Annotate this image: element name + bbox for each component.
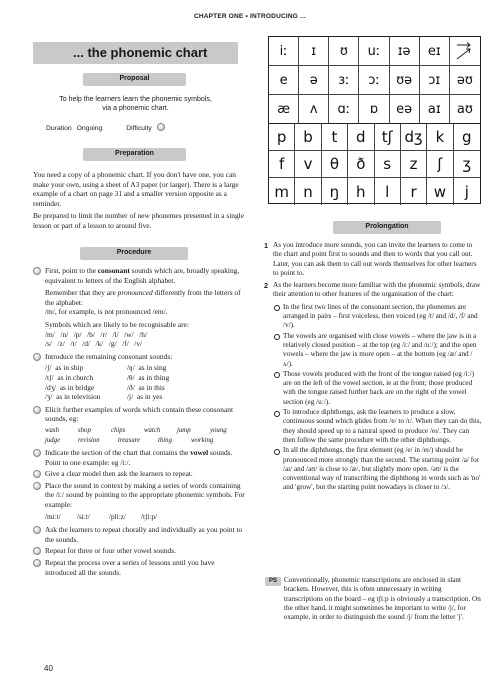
text: sounds which are, broadly speaking, equivalent to letters of the English alphabet. (45, 266, 240, 285)
consonant-symbol[interactable]: l (375, 178, 401, 205)
consonant-symbol[interactable]: f (269, 151, 295, 178)
text: Elicit further examples of words which contain these consonant sounds, eg: (45, 404, 233, 424)
proposal-heading: Proposal (83, 73, 186, 86)
meta-row (46, 123, 246, 132)
text: Repeat the process over a series of lessons until you have introduced all the sounds. (45, 558, 215, 577)
consonant-symbol[interactable]: m (269, 178, 295, 205)
ipa-example: /siːt/ (77, 512, 90, 521)
purpose-line-2: via a phonemic chart. (102, 105, 169, 112)
vowel-symbol[interactable]: ɑː (329, 95, 359, 124)
consonant-symbol[interactable]: n (295, 178, 321, 205)
duration-label: Duration (46, 125, 72, 132)
ipa-example: /miːt/ (45, 512, 61, 521)
procedure-step (33, 525, 245, 544)
vowel-symbol[interactable]: æ (269, 95, 299, 124)
sound-pair-row: /ʒ/ as in television /j/ as in yes (45, 392, 163, 402)
phonemic-chart (268, 36, 481, 204)
step-bullet-icon (33, 470, 41, 478)
text: Remember that they are (45, 288, 118, 298)
text: Ask the learners to repeat chorally and individually as you point to the sounds. (45, 525, 243, 544)
consonant-symbol[interactable]: ʃ (427, 151, 453, 178)
preparation-body (33, 170, 245, 234)
sound-pair-row: /tʃ/ as in church /θ/ as in thing (45, 372, 170, 382)
step-bullet-icon (33, 449, 41, 457)
consonant-symbol[interactable]: s (375, 151, 401, 178)
activity-title: ... the phonemic chart (33, 42, 238, 64)
vowel-symbol[interactable]: eə (390, 95, 420, 124)
duration-value: Ongoing (76, 125, 103, 132)
example-word: chips (111, 426, 126, 434)
consonant-symbol[interactable]: ʒ (454, 151, 480, 178)
text: As the learners become more familiar with the phonemic symbols, draw their attention to other features of the organisation of the chart: (273, 281, 481, 299)
example-word: working (191, 436, 214, 444)
preparation-paragraph: Be prepared to limit the number of new phonemes presented in a single lesson or part of a lesson to around five. (33, 211, 244, 230)
step-bullet-icon (33, 482, 41, 490)
consonant-symbol[interactable]: ð (348, 151, 374, 178)
example-word: wash (45, 426, 59, 434)
vowel-symbol[interactable]: ɜː (329, 66, 359, 95)
consonant-symbol[interactable]: j (464, 182, 469, 201)
consonant-symbol[interactable]: p (269, 124, 295, 151)
procedure-body (33, 266, 245, 579)
consonant-symbol[interactable]: tʃ (375, 124, 401, 151)
step-bullet-icon (33, 526, 41, 534)
vowel-symbol[interactable]: ɒ (359, 95, 389, 124)
text: Indicate the section of the chart that contains the (45, 448, 191, 458)
text: Those vowels produced with the front of the tongue raised (eg /iː/) are on the left of the vowel section, ie at the front; those produced with the tongue raised further back are on the right of the vowel section (eg /uː/). (283, 369, 475, 406)
procedure-heading: Procedure (80, 247, 188, 260)
consonant-symbol[interactable]: ŋ (322, 178, 348, 205)
purpose-text (38, 95, 233, 113)
vowel-symbol[interactable]: ɔɪ (420, 66, 450, 95)
vowel-symbol[interactable]: ə (299, 66, 329, 95)
text-bold: consonant (97, 266, 130, 275)
text: /m/, for example, is not pronounced /em/. (45, 307, 168, 317)
symbol-row: /s/ /z/ /t/ /d/ /k/ /g/ /f/ /v/ (45, 339, 143, 349)
example-word: watch (144, 426, 161, 434)
ps-note (264, 576, 482, 622)
prolongation-body (264, 241, 482, 494)
consonant-symbol[interactable]: d (348, 124, 374, 151)
vowel-symbol[interactable]: ʌ (299, 95, 329, 124)
text: Place the sound in context by making a series of words containing the /iː/ sound by pointing to the appropriate phonemic symbols. For example: (45, 480, 245, 510)
consonant-symbol[interactable]: b (295, 124, 321, 151)
example-word: jump (177, 426, 191, 434)
example-words-row (33, 426, 245, 436)
text-italic: pronounced (117, 288, 153, 298)
procedure-step (33, 481, 245, 510)
procedure-step (33, 448, 245, 467)
prolongation-bullet (264, 332, 482, 369)
prolongation-heading: Prolongation (333, 221, 441, 234)
item-number: 2 (264, 281, 268, 291)
prolongation-bullet (264, 446, 482, 492)
item-number: 1 (264, 241, 268, 250)
page-number: 40 (44, 664, 53, 673)
step-bullet-icon (33, 353, 41, 361)
symbol-row: /m/ /n/ /p/ /b/ /r/ /l/ /w/ /h/ (45, 329, 148, 339)
example-word: revision (78, 436, 100, 444)
procedure-step (33, 469, 245, 479)
ipa-example: /pliːz/ (109, 512, 126, 521)
text: The vowels are organised with close vowels – where the jaw is in a relatively closed position – at the top (eg /iː/ and /uː/); and the open vowels – where the jaw is more open – at the bottom (eg /æ/ and /ʌ/). (283, 331, 477, 368)
preparation-paragraph: You need a copy of a phonemic chart. If you don't have one, you can make your own, using a sheet of A3 paper (or larger). There is a large example of a chart on page 31 and a smaller version opposite as a reminder. (33, 170, 239, 208)
step-bullet-icon (33, 559, 41, 567)
running-head: CHAPTER ONE • INTRODUCING ... (193, 13, 307, 20)
text: differently from the letters of the alphabet: (45, 288, 241, 307)
example-word: judge (45, 436, 61, 444)
consonant-symbol[interactable]: t (322, 124, 348, 151)
example-word: thing (158, 436, 172, 444)
prolongation-bullet (264, 408, 482, 445)
example-word: shop (78, 426, 91, 434)
procedure-step (33, 405, 245, 424)
step-bullet-icon (33, 547, 41, 555)
text: Repeat for three or four other vowel sounds. (45, 546, 176, 556)
vowel-symbol[interactable]: iː (269, 37, 299, 66)
text: In the first two lines of the consonant section, the phonemes are arranged in pairs – first voiceless, then voiced (eg /t/ and /d/, /f/ and /v/). (283, 302, 478, 330)
prolongation-bullet (264, 303, 482, 331)
sound-pair-row: /ʃ/ as in ship /ŋ/ as in sing (45, 363, 167, 373)
vowel-symbol[interactable]: əʊ (450, 66, 480, 95)
vowel-symbol[interactable]: uː (359, 37, 389, 66)
text: Introduce the remaining consonant sounds: (45, 351, 173, 361)
procedure-step (33, 546, 245, 556)
consonant-symbol[interactable]: g (454, 124, 480, 151)
step-bullet-icon (33, 406, 41, 414)
ps-text: Conventionally, phonemic transcriptions are enclosed in slant brackets. However, this is often unnecessary in writing transcriptions on the board – eg tʃiːp is obviously a transcription. On the other hand, it might sometimes be important to write /j/, for example, in order to distinguish the sound /j/ from the letter 'j'. (284, 576, 481, 622)
consonant-symbol[interactable]: h (348, 178, 374, 205)
procedure-step (33, 558, 245, 577)
ipa-examples-row (33, 513, 245, 523)
difficulty-icon (157, 123, 165, 131)
text: Symbols which are likely to be recognisable are: (45, 319, 189, 329)
ipa-example: /tʃiːp/ (141, 512, 157, 521)
consonant-symbol[interactable]: w (427, 178, 453, 205)
procedure-step (33, 266, 245, 285)
text: As you introduce more sounds, you can invite the learners to come to the chart and point first to sounds and then to words that you call out. Later, you can ask them to call out words themselves for other learners to point to. (273, 241, 477, 277)
vowel-symbol[interactable]: aʊ (450, 95, 480, 124)
procedure-note (33, 288, 245, 317)
vowel-symbol[interactable]: eɪ (420, 37, 450, 66)
step-bullet-icon (33, 267, 41, 275)
text: To introduce diphthongs, ask the learners to produce a slow, continuous sound which glides from /e/ to /ɪ/. When they can do this, they should speed up to a natural speed to produce /eɪ/. They can then follow the same procedure with the other diphthongs. (283, 408, 482, 444)
consonant-symbol[interactable]: v (295, 151, 321, 178)
vowel-symbol[interactable]: ɔː (359, 66, 389, 95)
vowel-symbol[interactable]: e (269, 66, 299, 95)
example-word: young (210, 426, 227, 434)
consonant-symbol[interactable]: r (401, 178, 427, 205)
difficulty-label: Difficulty (126, 125, 152, 132)
vowel-symbol[interactable]: ɪə (390, 37, 420, 66)
text-bold: vowel (190, 448, 209, 458)
example-word: treasure (118, 436, 141, 444)
prolongation-item (264, 281, 482, 300)
vowel-symbol[interactable]: aɪ (420, 95, 450, 124)
text: First, point to the (45, 266, 98, 275)
vowel-symbol[interactable]: ɪ (299, 37, 329, 66)
preparation-heading: Preparation (83, 148, 186, 161)
example-words-row (33, 436, 245, 446)
text: Give a clear model then ask the learners to repeat. (45, 469, 193, 479)
procedure-step (33, 352, 245, 362)
consonant-symbol[interactable]: θ (322, 151, 348, 178)
consonant-symbol[interactable]: k (427, 124, 453, 151)
diphthong-arrows-icon (450, 37, 480, 66)
prolongation-bullet (264, 370, 482, 407)
sound-pair-row: /dʒ/ as in bridge /ð/ as in this (45, 382, 165, 392)
consonant-symbol[interactable]: z (401, 151, 427, 178)
consonant-symbol[interactable]: dʒ (401, 124, 427, 151)
text: sounds. Point to one example: eg /iː/. (45, 448, 233, 467)
procedure-note (33, 320, 245, 349)
purpose-line-1: To help the learners learn the phonemic symbols, (59, 96, 212, 103)
vowel-symbol[interactable]: ʊə (390, 66, 420, 95)
vowel-symbol[interactable]: ʊ (329, 37, 359, 66)
text: In all the diphthongs, the first element (eg /e/ in /eɪ/) should be pronounced more strongly than the second. The starting point /a/ for /aɪ/ and /aʊ/ is close to /æ/, but slightly more open. /əʊ/ is the conventional way of transcribing the diphthong in words such as 'no' and 'grow', but the starting point nowadays is closer to /ɔ/. (283, 446, 481, 492)
ps-badge: PS (265, 577, 281, 586)
prolongation-item (264, 241, 482, 278)
